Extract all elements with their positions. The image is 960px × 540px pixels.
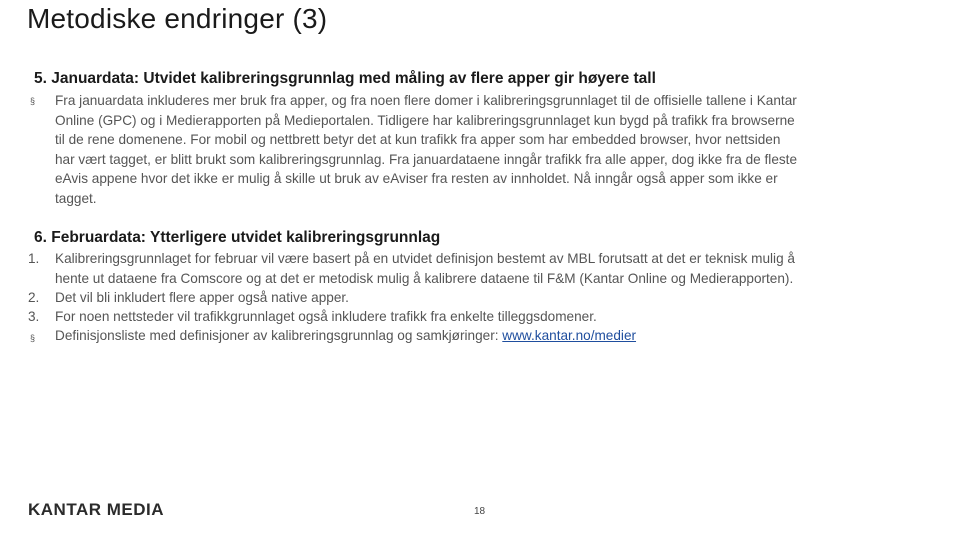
paragraph-line: har vært tagget, er blitt brukt som kalibreringsgrunnlag. Fra januardataene inngår trafikk fra alle apper, dog ikke fra de fleste xyxy=(55,151,798,167)
page-number: 18 xyxy=(474,506,486,517)
section-5-paragraph xyxy=(55,91,935,208)
paragraph-line: eAvis appene hvor det ikke er mulig å skille ut bruk av eAviser fra resten av innholdet. Nå inngår også apper som ikke er xyxy=(55,171,778,186)
list-number: 1. xyxy=(28,251,40,266)
list-number: 2. xyxy=(28,290,40,305)
list-line: hente ut dataene fra Comscore og at det er metodisk mulig å kalibrere dataene til F&M (Kantar Online og Medierapporten). xyxy=(55,270,794,286)
paragraph-line: Online (GPC) og i Medierapporten på Medieportalen. Tidligere har kalibreringsgrunnlaget kun bygd på trafikk fra browserne xyxy=(55,112,795,128)
kantar-medier-link[interactable]: www.kantar.no/medier xyxy=(502,328,637,343)
definition-label: Definisjonsliste med definisjoner av kalibreringsgrunnlag og samkjøringer: xyxy=(55,328,503,343)
section-6-heading: 6. Februardata: Ytterligere utvidet kalibreringsgrunnlag xyxy=(34,229,441,246)
page-title: Metodiske endringer (3) xyxy=(27,3,328,34)
list-item-text xyxy=(55,307,935,327)
list-number: 3. xyxy=(28,309,40,324)
list-line: Kalibreringsgrunnlaget for februar vil være basert på en utvidet definisjon bestemt av MBL forutsatt at det er teknisk mulig å xyxy=(55,251,795,266)
paragraph-line: til de rene domenene. For mobil og nettbrett betyr det at kun trafikk fra apper som har embedded browser, hvor nettsiden xyxy=(55,132,781,147)
bullet-marker: § xyxy=(30,96,36,106)
list-item-text xyxy=(55,288,935,308)
paragraph-line: tagget. xyxy=(55,190,97,206)
paragraph-line: Fra januardata inkluderes mer bruk fra apper, og fra noen flere domer i kalibreringsgrunnlaget til de offisielle tallene i Kantar xyxy=(55,93,797,108)
definition-text xyxy=(55,326,935,346)
bullet-marker: § xyxy=(30,333,36,343)
list-line: For noen nettsteder vil trafikkgrunnlaget også inkludere trafikk fra enkelte tilleggsdomener. xyxy=(55,309,597,324)
list-item-text xyxy=(55,249,935,288)
section-5-heading: 5. Januardata: Utvidet kalibreringsgrunnlag med måling av flere apper gir høyere tall xyxy=(34,70,656,87)
list-line: Det vil bli inkludert flere apper også native apper. xyxy=(55,290,349,305)
kantar-media-logo: KANTAR MEDIA xyxy=(28,500,165,519)
